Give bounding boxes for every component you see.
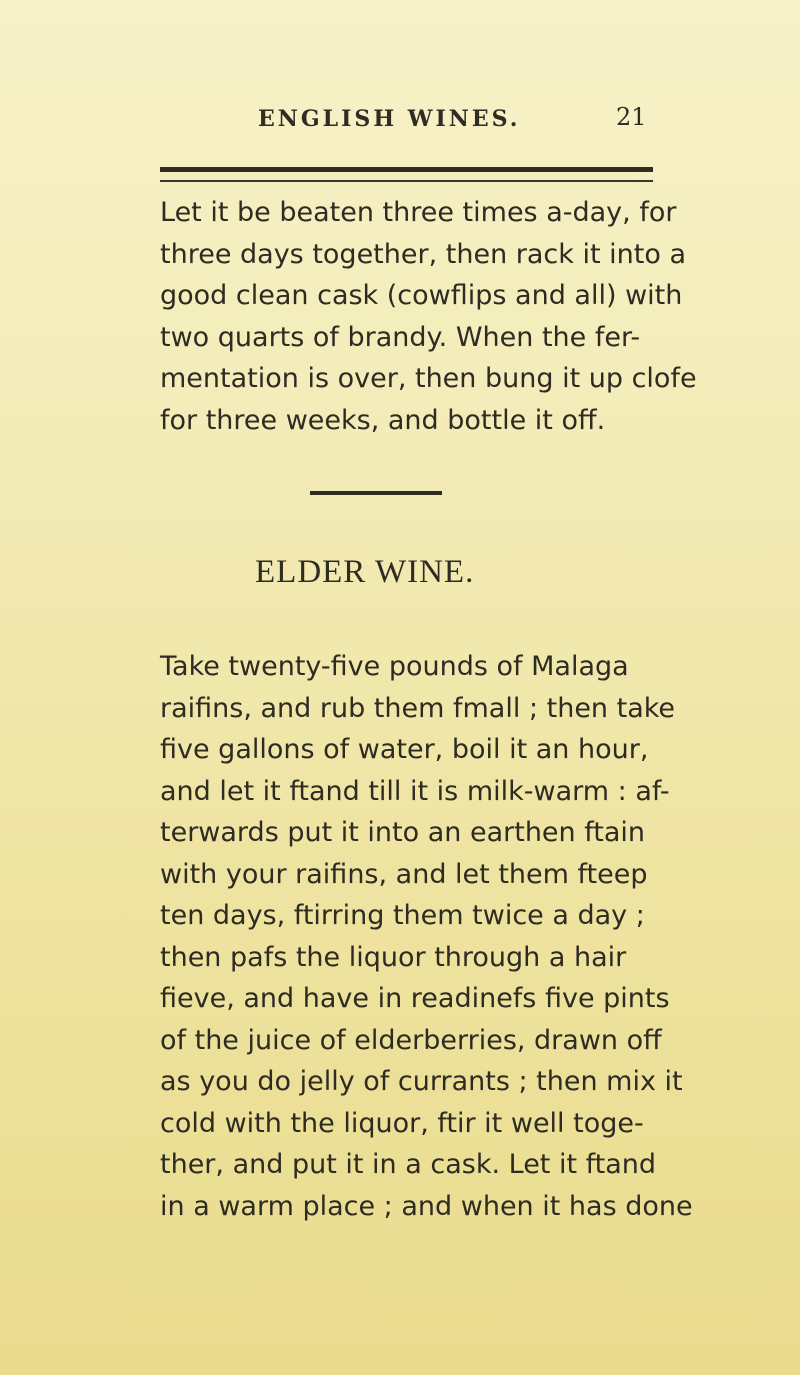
text-line: of the juice of elderberries, drawn off — [160, 1024, 662, 1056]
text-line: for three weeks, and bottle it off. — [160, 404, 606, 436]
running-head: ENGLISH WINES. — [258, 106, 521, 132]
text-line: two quarts of brandy. When the fer- — [160, 321, 641, 353]
text-line: three days together, then rack it into a — [160, 238, 686, 270]
text-line: with your raifins, and let them fteep — [160, 858, 648, 890]
header-rule-thick — [160, 167, 653, 172]
elder-wine-recipe-text — [160, 646, 693, 1227]
text-line: as you do jelly of currants ; then mix it — [160, 1066, 683, 1097]
text-line: ther, and put it in a cask. Let it ftand — [160, 1149, 657, 1180]
section-title: ELDER WINE. — [255, 554, 475, 590]
text-line: then pafs the liquor through a hair — [160, 941, 627, 973]
page-number: 21 — [616, 103, 647, 131]
text-line: mentation is over, then bung it up clofe — [160, 363, 697, 394]
text-line: fieve, and have in readinefs five pints — [160, 983, 670, 1014]
text-line: good clean cask (cowflips and all) with — [160, 280, 683, 311]
text-line: terwards put it into an earthen ftain — [160, 817, 646, 848]
text-line: in a warm place ; and when it has done — [160, 1190, 693, 1222]
section-separator — [310, 491, 442, 495]
text-line: raifins, and rub them fmall ; then take — [160, 692, 676, 724]
continued-recipe-text — [160, 192, 697, 441]
text-line: and let it ftand till it is milk-warm : af- — [160, 775, 670, 807]
text-line: cold with the liquor, ftir it well toge- — [160, 1107, 644, 1139]
text-line: Let it be beaten three times a-day, for — [160, 197, 677, 228]
header-rule-thin — [160, 180, 653, 182]
text-line: five gallons of water, boil it an hour, — [160, 734, 649, 765]
text-line: Take twenty-five pounds of Malaga — [160, 651, 629, 682]
text-line: ten days, ftirring them twice a day ; — [160, 900, 645, 931]
